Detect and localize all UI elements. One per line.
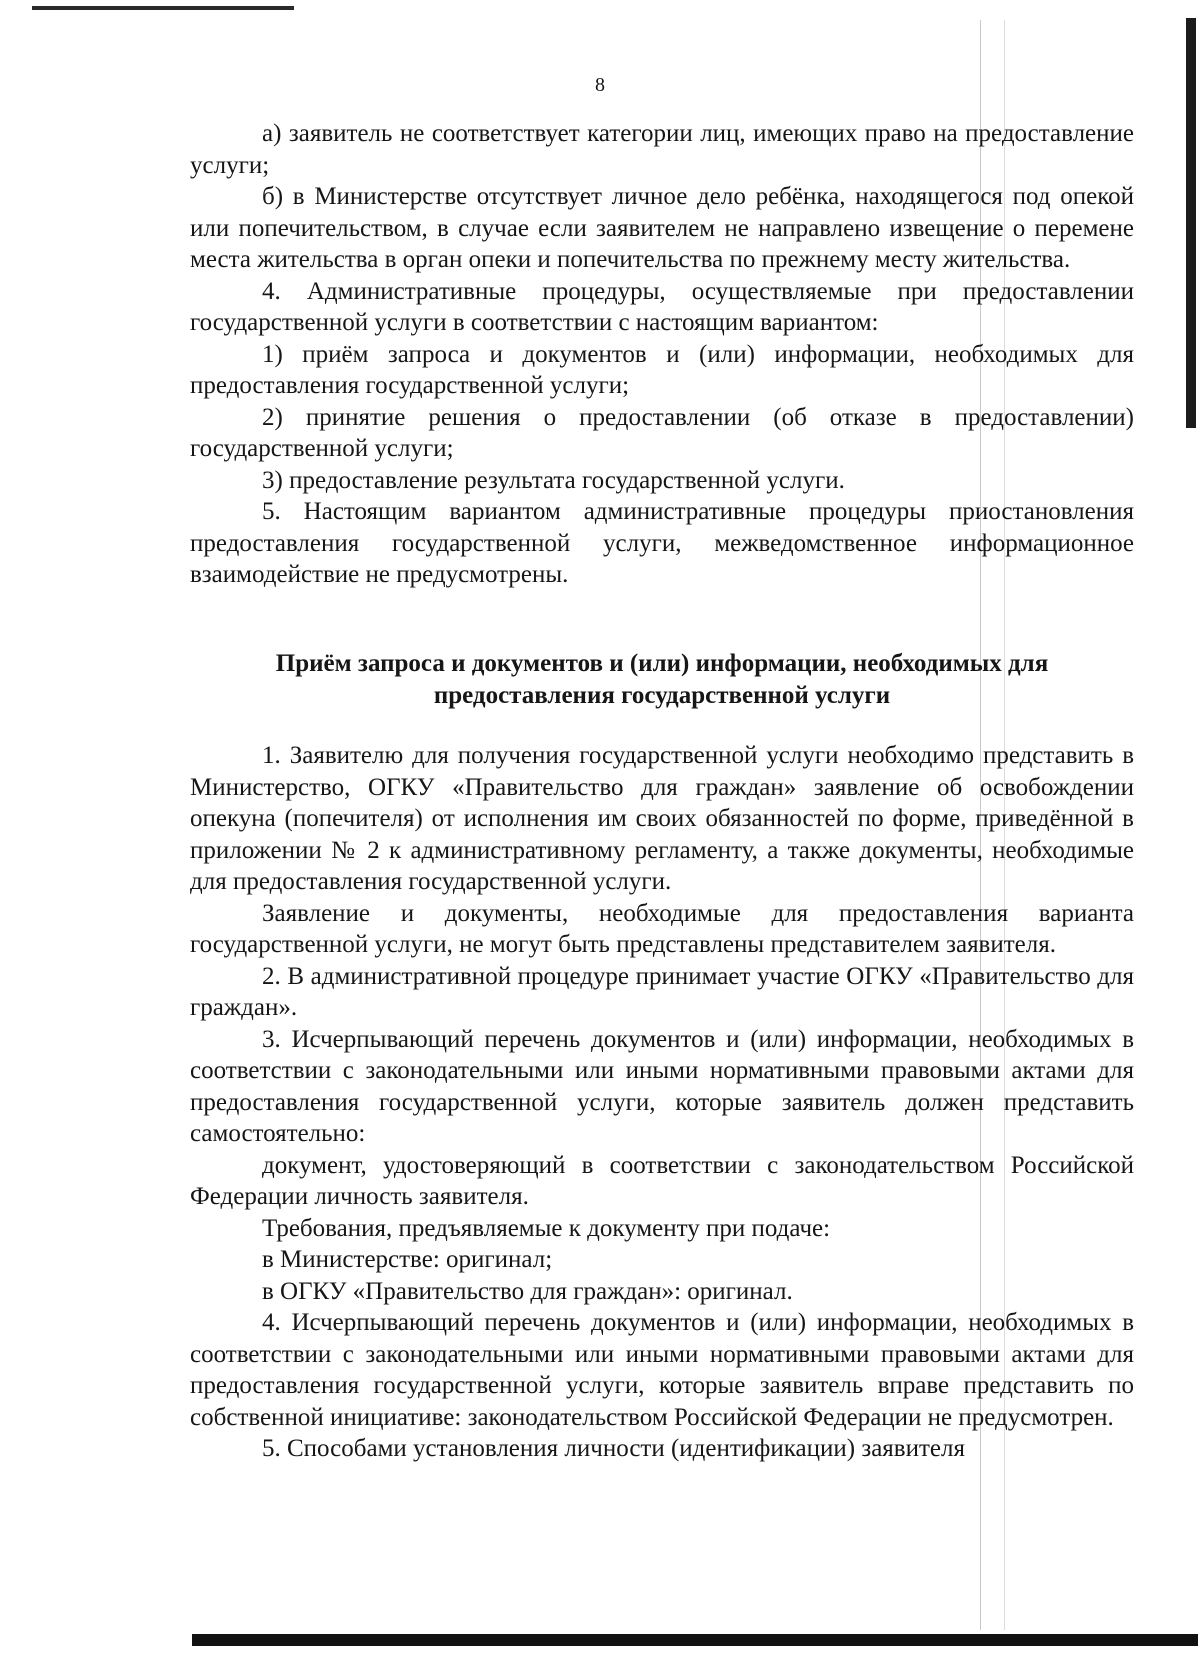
- paragraph: в ОГКУ «Правительство для граждан»: оригинал.: [262, 1277, 793, 1305]
- paragraph: 5. Настоящим вариантом административные процедуры приостановления предоставления государственной услуги, межведомственное информационное взаимодействие не предусмотрены.: [190, 498, 1134, 588]
- paragraph: документ, удостоверяющий в соответствии с законодательством Российской Федерации личность заявителя.: [190, 1151, 1134, 1210]
- scan-border-top: [32, 6, 294, 10]
- paragraph: Требования, предъявляемые к документу при подаче:: [262, 1214, 831, 1242]
- paragraph: 5. Способами установления личности (идентификации) заявителя: [262, 1435, 965, 1462]
- paragraph: 3) предоставление результата государственной услуги.: [262, 466, 845, 494]
- paragraph: 4. Административные процедуры, осуществляемые при предоставлении государственной услуги в соответствии с настоящим вариантом:: [190, 277, 1134, 336]
- paragraph: 4. Исчерпывающий перечень документов и (или) информации, необходимых в соответствии с законодательными или иными нормативными правовыми актами для предоставления государственной услуги, которые заявитель вправе представить по собственной инициативе: законодательством Российской Федерации не предусмотрен.: [190, 1309, 1134, 1431]
- top-text-block: [190, 118, 1134, 591]
- paragraph: 2. В административной процедуре принимает участие ОГКУ «Правительство для граждан».: [190, 962, 1134, 1021]
- paragraph: 1. Заявителю для получения государственной услуги необходимо представить в Министерство, ОГКУ «Правительство для граждан» заявление об освобождении опекуна (попечителя) от исполнения им своих обязанностей по форме, приведённой в приложении № 2 к административному регламенту, а также документы, необходимые для предоставления государственной услуги.: [190, 742, 1134, 895]
- paragraph: Заявление и документы, необходимые для предоставления варианта государственной услуги, не могут быть представлены представителем заявителя.: [190, 899, 1134, 958]
- scan-border-bottom: [192, 1634, 1198, 1646]
- page-number: 8: [595, 74, 605, 96]
- paragraph: 1) приём запроса и документов и (или) информации, необходимых для предоставления государственной услуги;: [190, 340, 1134, 399]
- section-heading: Приём запроса и документов и (или) информации, необходимых для предоставления государственной услуги: [275, 650, 1049, 709]
- paragraph: 2) принятие решения о предоставлении (об отказе в предоставлении) государственной услуги;: [190, 403, 1134, 462]
- section-text-block: [190, 740, 1134, 1465]
- paragraph: в Министерстве: оригинал;: [262, 1246, 553, 1273]
- paragraph: 3. Исчерпывающий перечень документов и (или) информации, необходимых в соответствии с законодательными или иными нормативными правовыми актами для предоставления государственной услуги, которые заявитель должен представить самостоятельно:: [190, 1025, 1134, 1147]
- paragraph: а) заявитель не соответствует категории лиц, имеющих право на предоставление услуги;: [190, 120, 1134, 179]
- paragraph: б) в Министерстве отсутствует личное дело ребёнка, находящегося под опекой или попечительством, в случае если заявителем не направлено извещение о перемене места жительства в орган опеки и попечительства по прежнему месту жительства.: [190, 183, 1134, 273]
